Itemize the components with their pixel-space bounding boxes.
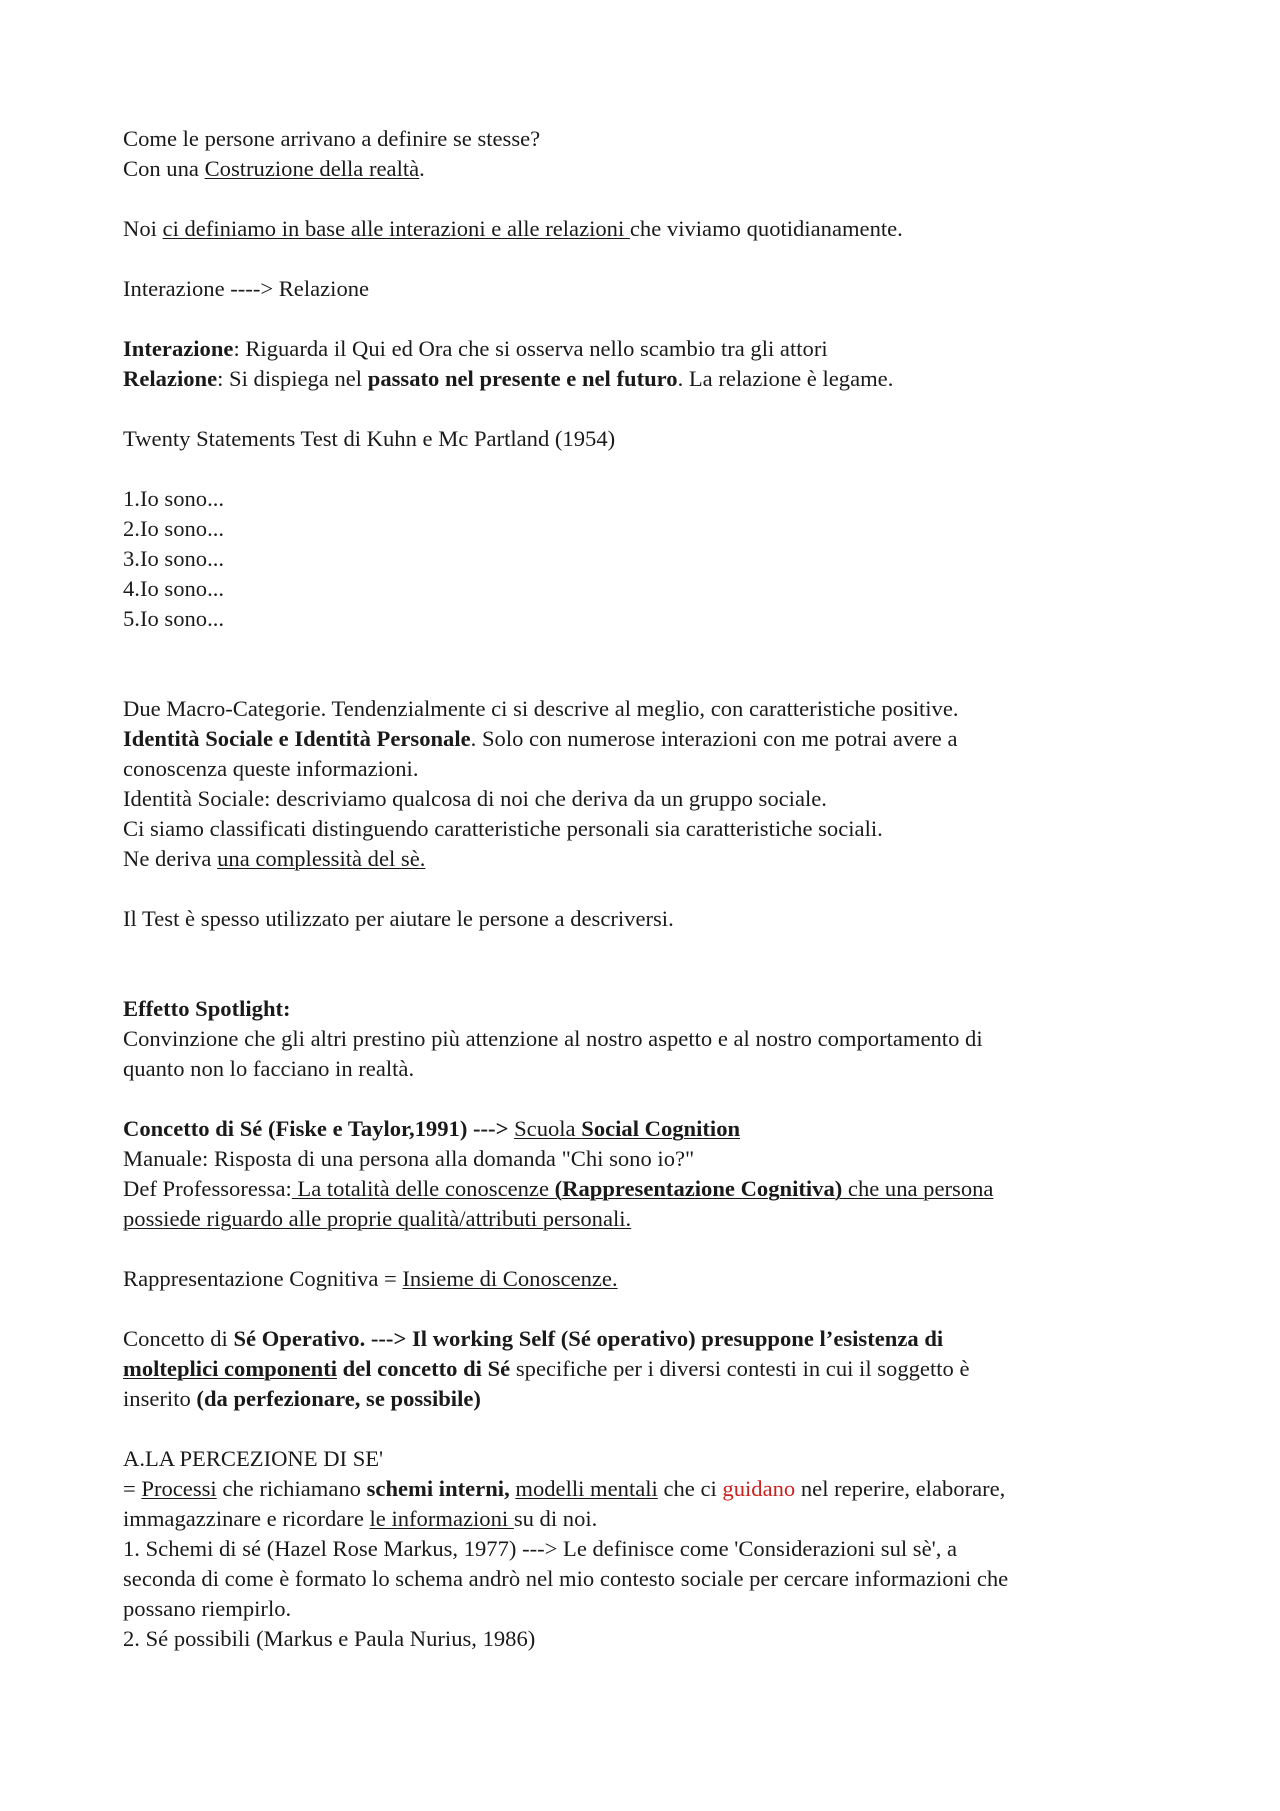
se-operativo-section: Concetto di Sé Operativo. ---> Il working Self (Sé operativo) presuppone l’esistenza di molteplici componenti del concetto di Sé specifiche per i diversi contesti in cui il soggetto è inserito (da perfezionare, se possibile) [123, 1326, 970, 1411]
intro-question: Come le persone arrivano a definire se stesse? [123, 126, 541, 151]
interaction-arrow-line: Interazione ----> Relazione [123, 276, 370, 301]
definition-paragraph: Noi ci definiamo in base alle interazioni e alle relazioni che viviamo quotidianamente. [123, 216, 903, 241]
relazione-definition: Relazione: Si dispiega nel passato nel presente e nel futuro. La relazione è legame. [123, 366, 894, 391]
concetto-heading: Concetto di Sé (Fiske e Taylor,1991) ---> Scuola Social Cognition [123, 1116, 741, 1141]
underlined-interazioni: ci definiamo in base alle interazioni e alle relazioni [162, 216, 630, 241]
list-item: 4.Io sono... [123, 576, 225, 601]
test-heading: Twenty Statements Test di Kuhn e Mc Partland (1954) [123, 426, 616, 451]
list-item: 5.Io sono... [123, 606, 225, 631]
list-item: 3.Io sono... [123, 546, 225, 571]
red-text-guidano: guidano [722, 1476, 796, 1501]
macro-categorie-paragraph: Due Macro-Categorie. Tendenzialmente ci si descrive al meglio, con caratteristiche positive. Identità Sociale e Identità Personale. Solo con numerose interazioni con me potrai avere a conoscenza queste informazioni. Identità Sociale: descriviamo qualcosa di noi che deriva da un gruppo sociale. Ci siamo classificati distinguendo caratteristiche personali sia caratteristiche sociali. Ne deriva una complessità del sè. [123, 696, 959, 871]
concetto-di-se-section: Concetto di Sé (Fiske e Taylor,1991) ---> Scuola Social Cognition Manuale: Risposta di una persona alla domanda "Chi sono io?" Def Professoressa: La totalità delle conoscenze (Rappresentazione Cognitiva) che una persona possiede riguardo alle proprie qualità/attributi personali. [123, 1114, 1180, 1234]
percezione-title: A.LA PERCEZIONE DI SE' [123, 1446, 384, 1471]
test-usage-note: Il Test è spesso utilizzato per aiutare le persone a descriversi. [123, 906, 674, 931]
intro-answer: Con una Costruzione della realtà. [123, 156, 425, 181]
spotlight-section: Effetto Spotlight: Convinzione che gli altri prestino più attenzione al nostro aspetto e al nostro comportamento di quanto non lo facciano in realtà. [123, 994, 1180, 1084]
io-sono-list [123, 484, 1180, 634]
percezione-section: A.LA PERCEZIONE DI SE' = Processi che richiamano schemi interni, modelli mentali che ci guidano nel reperire, elaborare, immagazzinare e ricordare le informazioni su di noi. 1. Schemi di sé (Hazel Rose Markus, 1977) ---> Le definisce come 'Considerazioni sul sè', a seconda di come è formato lo schema andrò nel mio contesto sociale per cercare informazioni che possano riempirlo. 2. Sé possibili (Markus e Paula Nurius, 1986) [123, 1444, 1180, 1654]
underlined-costruzione: Costruzione della realtà [204, 156, 420, 181]
interazione-definition: Interazione: Riguarda il Qui ed Ora che si osserva nello scambio tra gli attori [123, 336, 828, 361]
list-item: 1.Io sono... [123, 486, 225, 511]
list-item: 2.Io sono... [123, 516, 225, 541]
rappresentazione-line: Rappresentazione Cognitiva = Insieme di Conoscenze. [123, 1266, 618, 1291]
spotlight-title: Effetto Spotlight: [123, 996, 291, 1021]
underlined-complessita: una complessità del sè. [217, 846, 426, 871]
